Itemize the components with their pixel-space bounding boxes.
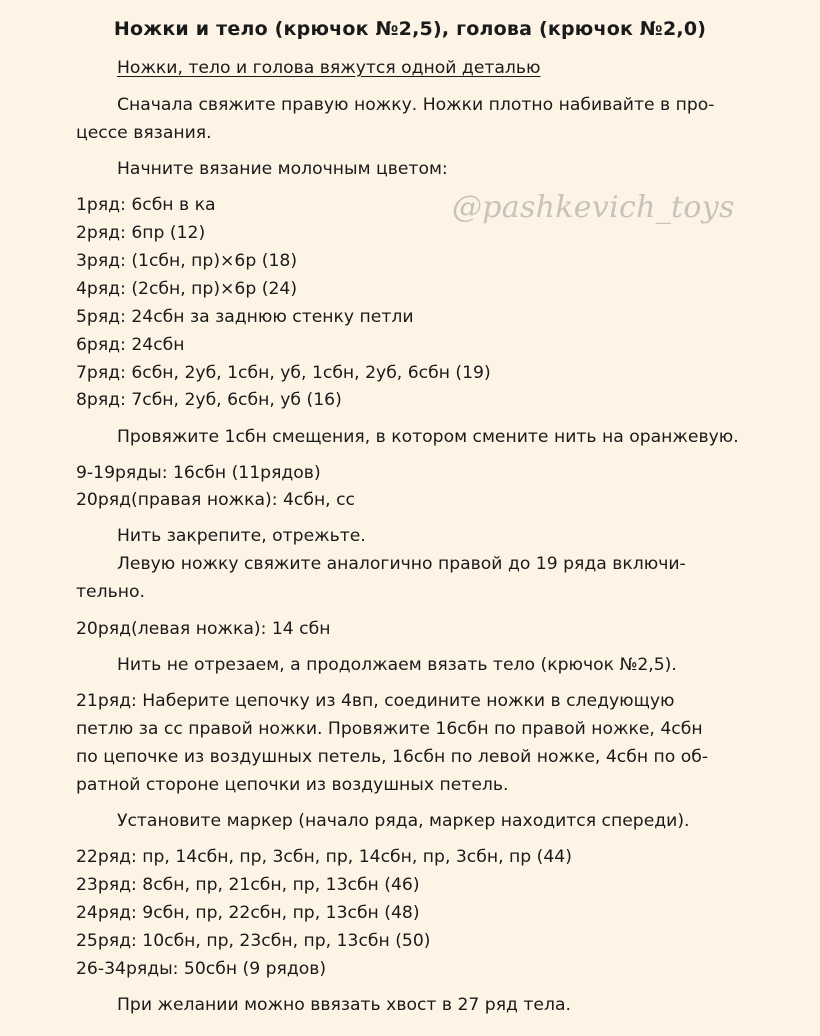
paragraph-line: При желании можно ввязать хвост в 27 ряд тела. bbox=[117, 995, 571, 1015]
paragraph-line: цессе вязания. bbox=[76, 123, 212, 143]
row-instruction: 5ряд: 24сбн за заднюю стенку петли bbox=[76, 307, 414, 327]
row-instruction: 9-19ряды: 16сбн (11рядов) bbox=[76, 463, 321, 483]
paragraph-line: Установите маркер (начало ряда, маркер находится спереди). bbox=[117, 811, 690, 831]
row-instruction: 21ряд: Наберите цепочку из 4вп, соедините ножки в следующую bbox=[76, 691, 675, 711]
paragraph-line: Провяжите 1сбн смещения, в котором смените нить на оранжевую. bbox=[117, 427, 739, 447]
subtitle: Ножки, тело и голова вяжутся одной деталью bbox=[117, 58, 541, 78]
row-instruction: 8ряд: 7сбн, 2уб, 6сбн, уб (16) bbox=[76, 390, 342, 410]
row-instruction: 20ряд(левая ножка): 14 сбн bbox=[76, 619, 331, 639]
row-instruction: 24ряд: 9сбн, пр, 22сбн, пр, 13сбн (48) bbox=[76, 903, 420, 923]
row-instruction: 2ряд: 6пр (12) bbox=[76, 223, 206, 243]
row-instruction: 7ряд: 6сбн, 2уб, 1сбн, уб, 1сбн, 2уб, 6сбн (19) bbox=[76, 363, 491, 383]
row-instruction: по цепочке из воздушных петель, 16сбн по левой ножке, 4сбн по об- bbox=[76, 747, 709, 767]
row-instruction: 6ряд: 24сбн bbox=[76, 335, 185, 355]
row-instruction: 25ряд: 10сбн, пр, 23сбн, пр, 13сбн (50) bbox=[76, 931, 431, 951]
row-instruction: петлю за сс правой ножки. Провяжите 16сбн по правой ножке, 4сбн bbox=[76, 719, 703, 739]
page-title: Ножки и тело (крючок №2,5), голова (крючок №2,0) bbox=[113, 18, 707, 40]
row-instruction: 20ряд(правая ножка): 4сбн, сс bbox=[76, 490, 356, 510]
row-instruction: 23ряд: 8сбн, пр, 21сбн, пр, 13сбн (46) bbox=[76, 875, 420, 895]
paragraph-line: Сначала свяжите правую ножку. Ножки плотно набивайте в про- bbox=[117, 95, 715, 115]
row-instruction: 26-34ряды: 50сбн (9 рядов) bbox=[76, 959, 327, 979]
paragraph-line: Нить закрепите, отрежьте. bbox=[117, 526, 366, 546]
paragraph-line: Нить не отрезаем, а продолжаем вязать тело (крючок №2,5). bbox=[117, 655, 677, 675]
paragraph-line: Начните вязание молочным цветом: bbox=[117, 159, 448, 179]
row-instruction: 22ряд: пр, 14сбн, пр, 3сбн, пр, 14сбн, пр, 3сбн, пр (44) bbox=[76, 847, 572, 867]
row-instruction: ратной стороне цепочки из воздушных петель. bbox=[76, 775, 509, 795]
row-instruction: 4ряд: (2сбн, пр)×6р (24) bbox=[76, 279, 298, 299]
paragraph-line: Левую ножку свяжите аналогично правой до 19 ряда включи- bbox=[117, 554, 686, 574]
paragraph-line: тельно. bbox=[76, 582, 145, 602]
row-instruction: 1ряд: 6сбн в ка bbox=[76, 195, 216, 215]
watermark: @pashkevich_toys bbox=[452, 190, 735, 225]
row-instruction: 3ряд: (1сбн, пр)×6р (18) bbox=[76, 251, 298, 271]
